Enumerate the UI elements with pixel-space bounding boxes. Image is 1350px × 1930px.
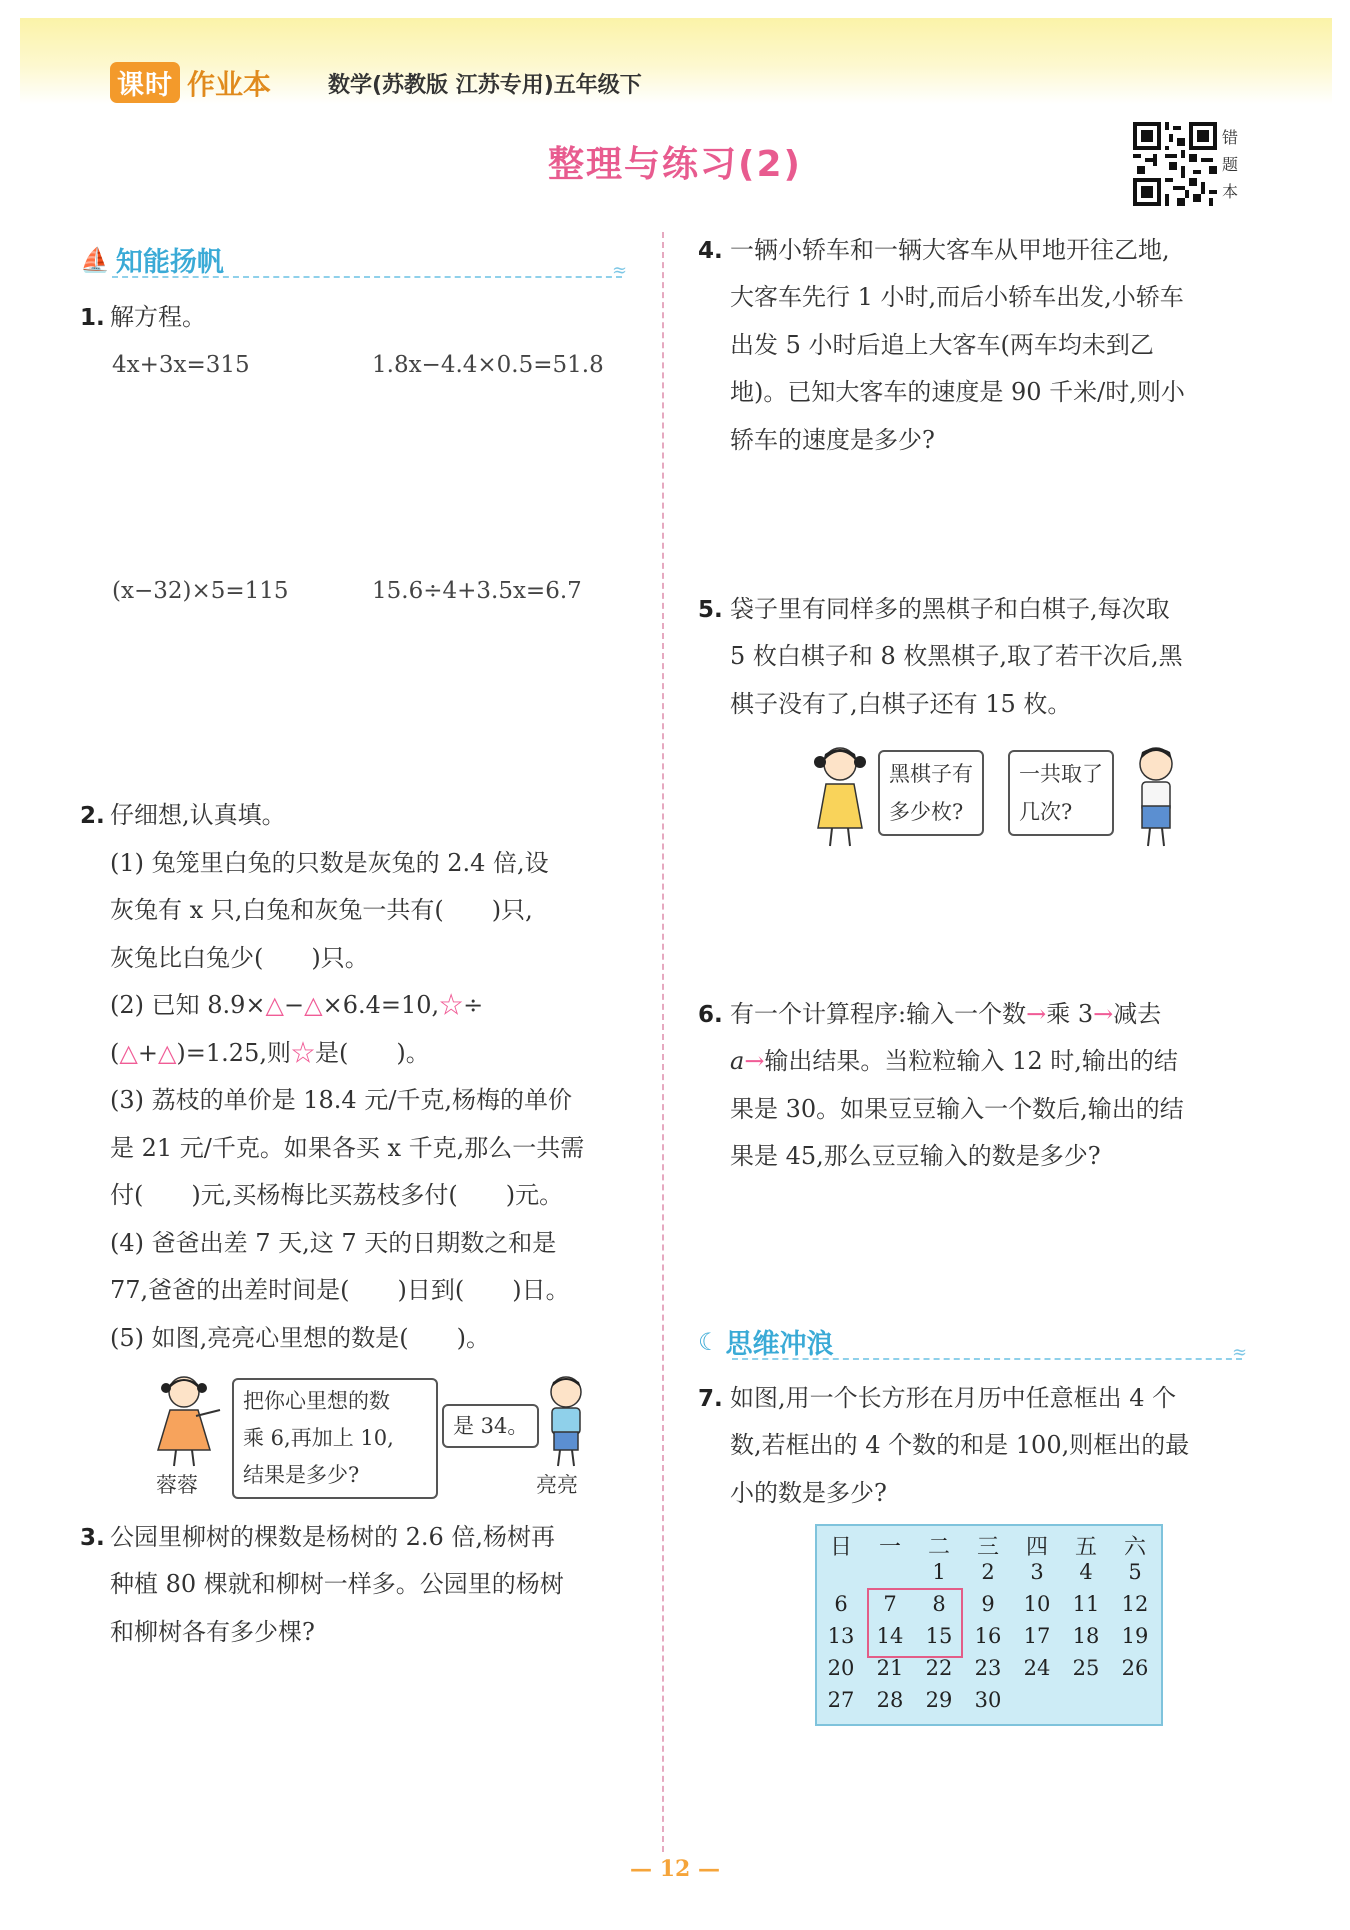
calendar-day: 25 — [1072, 1656, 1100, 1680]
bubble-line-2: 几次? — [1019, 800, 1073, 824]
q5-line-1: 袋子里有同样多的黑棋子和白棋子,每次取 — [730, 595, 1170, 623]
calendar-day: 23 — [974, 1656, 1002, 1680]
sailboat-icon: ⛵ — [80, 245, 110, 274]
q2-line-4a: (2) 已知 8.9× — [110, 991, 266, 1019]
q1-equation-a: 4x+3x=315 — [112, 352, 250, 378]
q5-line-3: 棋子没有了,白棋子还有 15 枚。 — [730, 690, 1072, 718]
book-subtitle: 数学(苏教版 江苏专用)五年级下 — [328, 73, 642, 98]
q6-var-a: a — [730, 1047, 745, 1075]
q2-line-4d: ÷ — [463, 991, 484, 1019]
q1-equation-b: 1.8x−4.4×0.5=51.8 — [372, 352, 604, 378]
q7-line-3: 小的数是多少? — [730, 1479, 887, 1507]
q7-line-1: 如图,用一个长方形在月历中任意框出 4 个 — [730, 1384, 1177, 1412]
q3-line-2: 种植 80 棵就和柳树一样多。公园里的杨树 — [110, 1570, 564, 1598]
q2-line-11: (5) 如图,亮亮心里想的数是( )。 — [110, 1324, 490, 1352]
star-icon: ☆ — [439, 991, 464, 1019]
section-rule-2 — [732, 1358, 1242, 1360]
calendar-day: 26 — [1121, 1656, 1149, 1680]
calendar-day: 14 — [876, 1624, 904, 1648]
calendar-day: 22 — [925, 1656, 953, 1680]
section-title-2: 思维冲浪 — [725, 1329, 834, 1360]
q6-line-1 — [730, 991, 1161, 1039]
logo-text: 作业本 — [187, 67, 272, 101]
arrow-icon: → — [1093, 1000, 1114, 1028]
q6-line-1b: 乘 3 — [1046, 1000, 1094, 1028]
q2-text: 仔细想,认真填。 — [110, 801, 286, 829]
q1-equation-c: (x−32)×5=115 — [112, 578, 289, 604]
q2-line-5 — [110, 1030, 430, 1078]
calendar-day: 16 — [974, 1624, 1002, 1648]
calendar-day: 3 — [1030, 1560, 1044, 1584]
q2-line-3: 灰兔比白兔少( )只。 — [110, 944, 369, 972]
q2-line-7: 是 21 元/千克。如果各买 x 千克,那么一共需 — [110, 1134, 585, 1162]
boy-illustration-icon — [1124, 740, 1190, 852]
wave-icon: ≈ — [1232, 1342, 1248, 1363]
q4-line-3: 出发 5 小时后追上大客车(两车均未到乙 — [730, 331, 1154, 359]
calendar-day: 27 — [827, 1688, 855, 1712]
qr-label: 错题本 — [1222, 128, 1239, 201]
boy-illustration-icon — [532, 1370, 602, 1470]
calendar-weekday: 日 — [829, 1535, 852, 1560]
q4-line-2: 大客车先行 1 小时,而后小轿车出发,小轿车 — [730, 283, 1184, 311]
bubble-line-1: 黑棋子有 — [889, 762, 973, 786]
calendar-day: 20 — [827, 1656, 855, 1680]
moon-icon: ☾ — [698, 1327, 720, 1356]
logo-mark: 课时 — [110, 62, 180, 103]
calendar-day: 21 — [876, 1656, 904, 1680]
girl-illustration-icon — [806, 740, 876, 852]
q6-line-2b: 输出结果。当粒粒输入 12 时,输出的结 — [764, 1047, 1178, 1075]
q2-line-8: 付( )元,买杨梅比买荔枝多付( )元。 — [110, 1181, 564, 1209]
q5-line-2: 5 枚白棋子和 8 枚黑棋子,取了若干次后,黑 — [730, 642, 1183, 670]
girl-illustration-icon — [150, 1370, 226, 1470]
bubble-line-2: 乘 6,再加上 10, — [243, 1426, 394, 1450]
q6-number: 6. — [698, 1002, 723, 1028]
page-title: 整理与练习(2) — [548, 144, 802, 185]
calendar-weekday: 五 — [1074, 1535, 1097, 1560]
speech-bubble-left — [232, 1378, 438, 1499]
q2-line-5c: )=1.25,则 — [176, 1039, 291, 1067]
calendar-table — [815, 1524, 1163, 1726]
q2-line-5d: 是( )。 — [314, 1039, 430, 1067]
calendar-day: 30 — [974, 1688, 1002, 1712]
q1-number: 1. — [80, 305, 105, 331]
section-heading-1 — [80, 240, 224, 279]
selection-rectangle — [867, 1588, 963, 1658]
arrow-icon: → — [744, 1047, 765, 1075]
calendar-weekday: 三 — [976, 1535, 999, 1560]
bubble-line-3: 结果是多少? — [243, 1463, 360, 1487]
bubble-line-1: 把你心里想的数 — [243, 1389, 390, 1413]
calendar-weekday: 四 — [1025, 1535, 1048, 1560]
column-divider — [662, 232, 664, 1852]
calendar-day: 12 — [1121, 1592, 1149, 1616]
calendar-weekday: 六 — [1123, 1535, 1146, 1560]
q4-line-5: 轿车的速度是多少? — [730, 426, 935, 454]
triangle-icon: △ — [157, 1039, 177, 1067]
q2-line-4c: ×6.4=10, — [322, 991, 440, 1019]
q7-line-2: 数,若框出的 4 个数的和是 100,则框出的最 — [730, 1431, 1190, 1459]
q5-number: 5. — [698, 597, 723, 623]
calendar-day: 6 — [834, 1592, 848, 1616]
name-liangliang: 亮亮 — [536, 1473, 578, 1497]
calendar-day: 19 — [1121, 1624, 1149, 1648]
section-rule-1 — [112, 276, 622, 278]
calendar-day: 15 — [925, 1624, 953, 1648]
q2-line-10: 77,爸爸的出差时间是( )日到( )日。 — [110, 1276, 570, 1304]
q3-line-3: 和柳树各有多少棵? — [110, 1618, 315, 1646]
arrow-icon: → — [1026, 1000, 1047, 1028]
speech-bubble-q5-left — [878, 750, 984, 836]
speech-bubble-right: 是 34。 — [442, 1404, 539, 1448]
q6-line-2 — [730, 1038, 1178, 1086]
calendar-day: 5 — [1128, 1560, 1142, 1584]
bubble-line-2: 多少枚? — [889, 800, 964, 824]
triangle-icon: △ — [304, 991, 323, 1019]
q2-line-4 — [110, 982, 483, 1030]
calendar-day: 17 — [1023, 1624, 1051, 1648]
calendar-day: 28 — [876, 1688, 904, 1712]
calendar-weekday: 一 — [878, 1535, 901, 1560]
qr-code-icon[interactable] — [1133, 122, 1217, 206]
calendar-day: 13 — [827, 1624, 855, 1648]
calendar-day: 24 — [1023, 1656, 1051, 1680]
triangle-icon: △ — [265, 991, 284, 1019]
q2-line-4b: − — [284, 991, 305, 1019]
q1-text: 解方程。 — [110, 303, 206, 331]
q3-line-1: 公园里柳树的棵数是杨树的 2.6 倍,杨树再 — [110, 1523, 556, 1551]
q1-equation-d: 15.6÷4+3.5x=6.7 — [372, 578, 582, 604]
q2-line-6: (3) 荔枝的单价是 18.4 元/千克,杨梅的单价 — [110, 1086, 573, 1114]
calendar-day: 1 — [932, 1560, 946, 1584]
q6-line-3: 果是 30。如果豆豆输入一个数后,输出的结 — [730, 1095, 1184, 1123]
q2-line-2: 灰兔有 x 只,白兔和灰兔一共有( )只, — [110, 896, 533, 924]
q7-number: 7. — [698, 1386, 723, 1412]
calendar-day: 8 — [932, 1592, 946, 1616]
section-title-1: 知能扬帆 — [115, 247, 224, 278]
q6-line-4: 果是 45,那么豆豆输入的数是多少? — [730, 1142, 1101, 1170]
q4-line-4: 地)。已知大客车的速度是 90 千米/时,则小 — [730, 378, 1185, 406]
q6-line-1a: 有一个计算程序:输入一个数 — [730, 1000, 1027, 1028]
name-rongrong: 蓉蓉 — [156, 1473, 198, 1497]
q6-line-1c: 减去 — [1113, 1000, 1162, 1028]
calendar-weekday: 二 — [927, 1535, 950, 1560]
section-heading-2 — [698, 1322, 834, 1361]
speech-bubble-q5-right — [1008, 750, 1114, 836]
q2-line-5b: + — [137, 1039, 158, 1067]
calendar-day: 7 — [883, 1592, 897, 1616]
book-logo — [110, 62, 271, 103]
q2-number: 2. — [80, 803, 105, 829]
star-icon: ☆ — [290, 1039, 315, 1067]
calendar-day: 10 — [1023, 1592, 1051, 1616]
q2-line-5a: ( — [110, 1039, 120, 1067]
triangle-icon: △ — [119, 1039, 138, 1067]
bubble-line-1: 一共取了 — [1019, 762, 1103, 786]
calendar-day: 18 — [1072, 1624, 1100, 1648]
q4-line-1: 一辆小轿车和一辆大客车从甲地开往乙地, — [730, 236, 1170, 264]
wave-icon: ≈ — [612, 260, 628, 281]
q2-line-1: (1) 兔笼里白兔的只数是灰兔的 2.4 倍,设 — [110, 849, 549, 877]
q2-line-9: (4) 爸爸出差 7 天,这 7 天的日期数之和是 — [110, 1229, 557, 1257]
calendar-day: 9 — [981, 1592, 995, 1616]
page-number: — 12 — — [630, 1856, 720, 1882]
q3-number: 3. — [80, 1525, 105, 1551]
calendar-day: 11 — [1072, 1592, 1100, 1616]
q4-number: 4. — [698, 238, 723, 264]
calendar-day: 2 — [981, 1560, 995, 1584]
calendar-day: 4 — [1079, 1560, 1093, 1584]
calendar-day: 29 — [925, 1688, 953, 1712]
